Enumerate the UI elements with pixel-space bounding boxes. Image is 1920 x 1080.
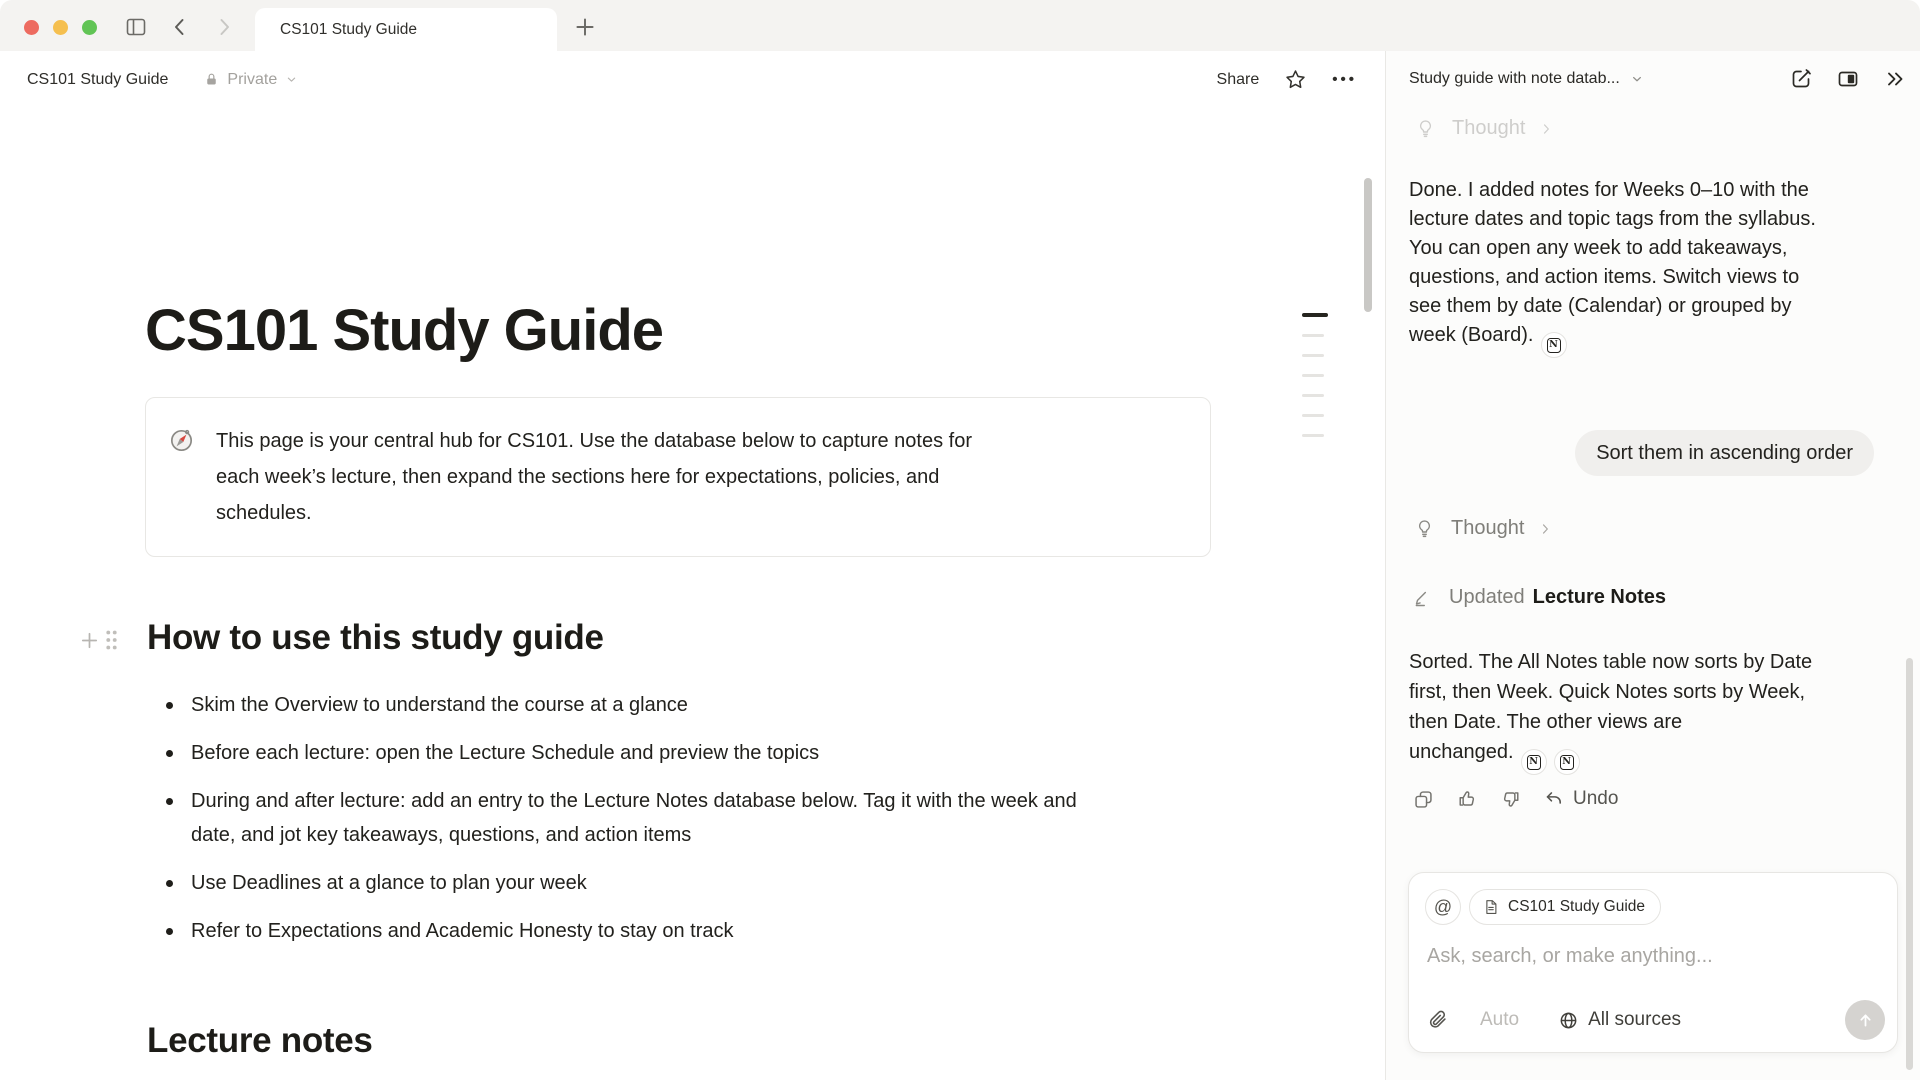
thumbs-up-icon[interactable] [1456, 788, 1478, 810]
assistant-message: Done. I added notes for Weeks 0–10 with the lecture dates and topic tags from the syllabus. You can open any week to add takeaways, questions, and action items. Switch views to see them by date (Calendar) or grouped by week (Board). N [1409, 176, 1891, 358]
thought-row-faded[interactable]: Thought [1415, 117, 1553, 140]
assistant-message: Sorted. The All Notes table now sorts by Date first, then Week. Quick Notes sorts by Week, then Date. The other views are unchanged. N N [1409, 647, 1891, 775]
outline-dash-active [1302, 313, 1328, 317]
close-button[interactable] [24, 20, 39, 35]
composer-card [1408, 872, 1898, 1053]
thread-title-dropdown[interactable]: Study guide with note datab... [1409, 70, 1620, 87]
chevron-down-icon[interactable] [1629, 71, 1645, 87]
callout-block[interactable] [145, 397, 1211, 557]
page-toolbar [0, 51, 1385, 108]
compass-icon[interactable] [168, 427, 195, 531]
share-button[interactable]: Share [1216, 70, 1260, 88]
add-block-button[interactable] [78, 629, 101, 652]
list-item[interactable]: Before each lecture: open the Lecture Schedule and preview the topics [165, 736, 1110, 770]
minimize-button[interactable] [53, 20, 68, 35]
notion-citation-chip[interactable]: N [1554, 749, 1580, 775]
document-icon [1482, 898, 1500, 916]
breadcrumb-title[interactable]: CS101 Study Guide [27, 70, 169, 88]
attach-icon[interactable] [1427, 1009, 1449, 1031]
callout-text[interactable]: This page is your central hub for CS101. Use the database below to capture notes for each week’s lecture, then expand the sections here for expectations, policies, and schedules. [216, 430, 972, 524]
outline-indicator[interactable] [1302, 313, 1328, 437]
lock-icon [203, 71, 220, 88]
context-chip[interactable]: CS101 Study Guide [1469, 889, 1661, 925]
globe-icon [1558, 1010, 1579, 1031]
tab-cs101-study-guide[interactable] [255, 8, 557, 51]
composer-input[interactable]: Ask, search, or make anything... [1427, 945, 1713, 967]
updated-target[interactable]: Lecture Notes [1532, 586, 1666, 608]
more-options-button[interactable]: ••• [1332, 71, 1357, 88]
lightbulb-icon [1414, 518, 1435, 539]
favorite-star-icon[interactable] [1284, 68, 1307, 91]
panel-layout-icon[interactable] [1836, 67, 1860, 91]
user-message-bubble: Sort them in ascending order [1575, 430, 1874, 476]
list-item[interactable]: Refer to Expectations and Academic Honesty to stay on track [165, 914, 1110, 948]
new-chat-icon[interactable] [1789, 67, 1813, 91]
privacy-label: Private [227, 70, 278, 88]
main-scrollbar[interactable] [1364, 178, 1372, 312]
send-button[interactable] [1845, 1000, 1885, 1040]
message-actions [1413, 788, 1618, 810]
notion-citation-chip[interactable]: N [1521, 749, 1547, 775]
collapse-panel-icon[interactable] [1883, 67, 1907, 91]
privacy-dropdown[interactable] [203, 71, 299, 89]
new-tab-button[interactable] [572, 14, 598, 40]
forward-button[interactable] [212, 15, 236, 39]
tab-label: CS101 Study Guide [280, 20, 418, 38]
sidebar-scrollbar[interactable] [1906, 658, 1913, 1070]
auto-mode-button[interactable]: Auto [1480, 1009, 1520, 1030]
edit-icon [1413, 588, 1433, 608]
list-item[interactable]: Skim the Overview to understand the course at a glance [165, 688, 1110, 722]
assistant-header [1386, 51, 1920, 107]
thought-row[interactable]: Thought [1414, 517, 1552, 540]
undo-button[interactable]: Undo [1544, 788, 1618, 810]
chevron-right-icon [1538, 522, 1552, 536]
updated-row[interactable]: Updated Lecture Notes [1413, 586, 1666, 609]
all-sources-button[interactable]: All sources [1558, 1009, 1681, 1031]
assistant-panel [1385, 51, 1920, 1080]
list-item[interactable]: During and after lecture: add an entry to the Lecture Notes database below. Tag it with the week and date, and jot key takeaways, questions, and action items [165, 784, 1110, 852]
zoom-button[interactable] [82, 20, 97, 35]
sidebar-toggle-icon[interactable] [124, 15, 148, 39]
mention-button[interactable]: @ [1425, 889, 1461, 925]
lightbulb-icon [1415, 118, 1436, 139]
bullet-list [165, 688, 1165, 962]
chevron-down-icon [284, 72, 299, 87]
back-button[interactable] [168, 15, 192, 39]
list-item[interactable]: Use Deadlines at a glance to plan your week [165, 866, 1110, 900]
drag-handle-icon[interactable] [104, 627, 119, 653]
tab-bar [0, 0, 1920, 51]
notion-citation-chip[interactable]: N [1541, 332, 1567, 358]
thumbs-down-icon[interactable] [1500, 788, 1522, 810]
copy-icon[interactable] [1413, 789, 1434, 810]
section-heading[interactable]: How to use this study guide [147, 618, 604, 657]
page-title[interactable]: CS101 Study Guide [145, 298, 664, 363]
chevron-right-icon [1539, 122, 1553, 136]
undo-icon [1544, 789, 1565, 810]
lecture-notes-heading[interactable]: Lecture notes [147, 1021, 373, 1060]
